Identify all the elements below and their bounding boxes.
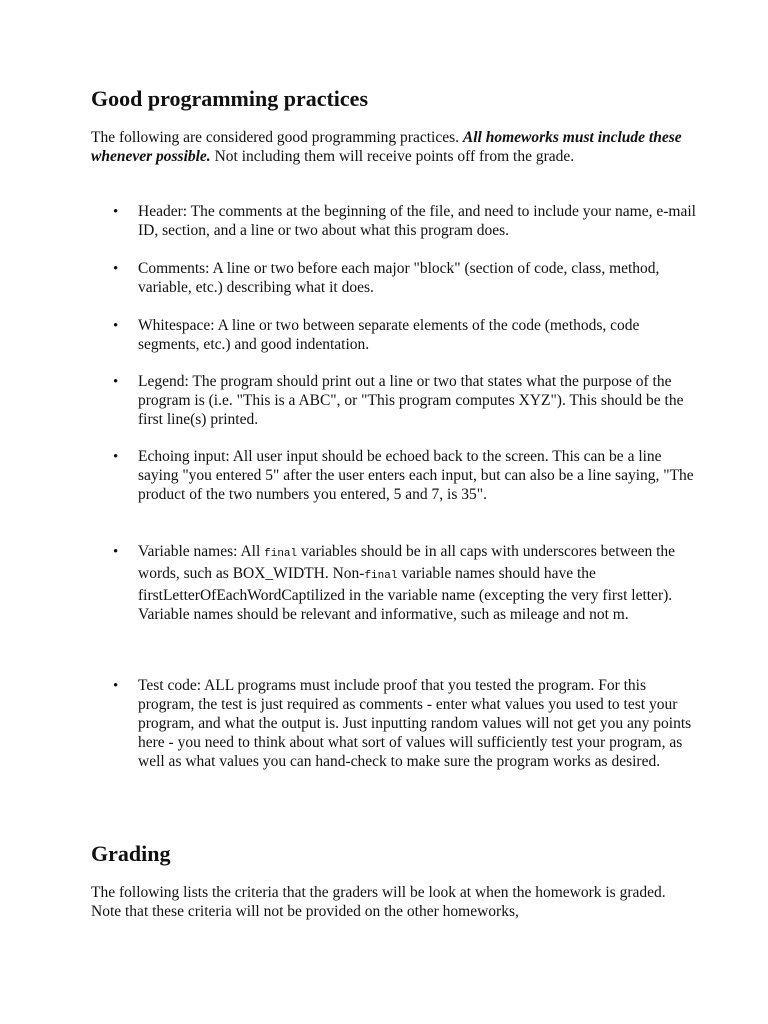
bullet-marker: • <box>113 204 119 220</box>
grading-paragraph: The following lists the criteria that the graders will be look at when the homework is graded. Note that these criteria will not be provided on the other homeworks, <box>91 884 666 920</box>
bullet-marker: • <box>113 374 119 390</box>
code-final: final <box>364 570 398 582</box>
bullet-marker: • <box>113 318 119 334</box>
variable-text-1: Variable names: All <box>138 543 265 560</box>
bullet-marker: • <box>113 261 119 277</box>
bullet-test-code: Test code: ALL programs must include proof that you tested the program. For this program, the test is just required as comments - enter what values you used to test your program, and what the output is. Just inputting random values will not get you any points here - you need to think about what sort of values will sufficiently test your program, as well as what values you can hand-check to make sure the program works as desired. <box>138 677 692 770</box>
intro-paragraph <box>91 128 691 166</box>
variable-text-3: variable names should have the firstLetterOfEachWordCaptilized in the variable name (excepting the very first letter). Variable names should be relevant and informative, such as mileage and not m. <box>138 565 673 623</box>
bullet-legend: Legend: The program should print out a line or two that states what the purpose of the program is (i.e. "This is a ABC", or "This program computes XYZ"). This should be the first line(s) printed. <box>138 373 684 428</box>
bullet-marker: • <box>113 678 119 694</box>
variable-text-2: variables should be in all caps with underscores between the words, such as BOX_WIDTH. Non- <box>138 543 676 582</box>
bullet-header: Header: The comments at the beginning of the file, and need to include your name, e-mail ID, section, and a line or two about what this program does. <box>138 203 696 239</box>
bullet-marker: • <box>113 449 119 465</box>
intro-text-2: Not including them will receive points off from the grade. <box>210 148 575 165</box>
bullet-marker: • <box>113 544 119 560</box>
heading-grading: Grading <box>91 841 171 866</box>
intro-text-1: The following are considered good programming practices. <box>91 129 463 146</box>
heading-good-programming-practices: Good programming practices <box>91 86 369 111</box>
intro-emphasis: All homeworks must include these whenever possible. <box>91 129 682 165</box>
bullet-whitespace: Whitespace: A line or two between separate elements of the code (methods, code segments, etc.) and good indentation. <box>138 317 640 353</box>
code-final: final <box>264 548 298 560</box>
bullet-echoing-input: Echoing input: All user input should be echoed back to the screen. This can be a line saying "you entered 5" after the user enters each input, but can also be a line saying, "The product of the two numbers you entered, 5 and 7, is 35". <box>138 448 694 503</box>
bullet-variable-names <box>138 542 698 624</box>
bullet-comments: Comments: A line or two before each major "block" (section of code, class, method, variable, etc.) describing what it does. <box>138 260 660 296</box>
